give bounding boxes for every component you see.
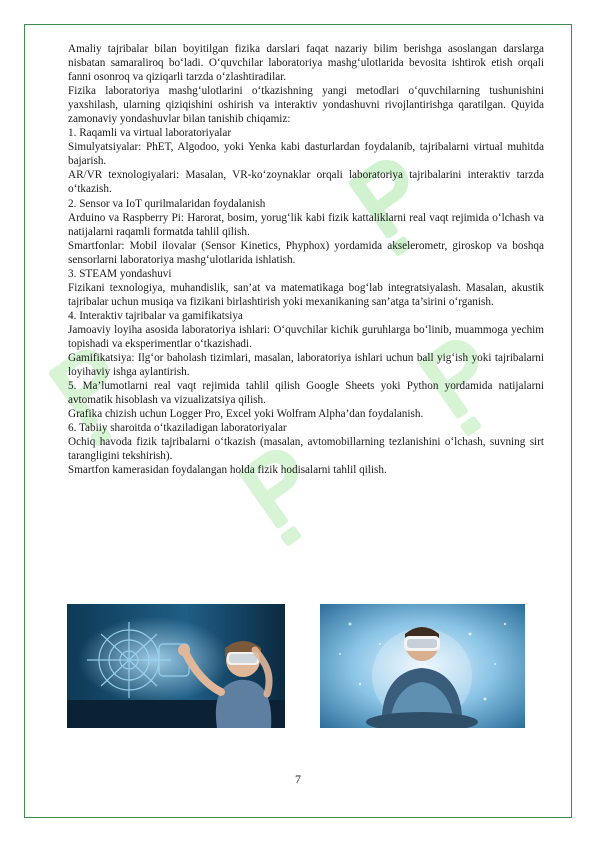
body-paragraph: Grafika chizish uchun Logger Pro, Excel yoki Wolfram Alpha’dan foydalanish.	[68, 408, 424, 421]
body-paragraph: 5. Ma’lumotlarni real vaqt rejimida tahlil qilish Google Sheets yoki Python yordamida natijalarni avtomatik hisoblash va vizualizatsiya qilish.	[68, 380, 544, 407]
document-body	[68, 42, 544, 477]
body-paragraph: Fizika laboratoriya mashg‘ulotlarini o‘tkazishning yangi metodlari o‘quvchilarning tushunishini yaxshilash, ularning qiziqishini oshirish va interaktiv yondashuvni rivojlantirishga qaratilgan. Quyida zamonaviy yondashuvlar bilan tanishib chiqamiz:	[68, 85, 544, 126]
body-paragraph: Ochiq havoda fizik tajribalarni o‘tkazish (masalan, avtomobillarning tezlanishini o‘lchash, suvning sirt tarangligini tekshirish).	[68, 436, 544, 463]
page-number: 7	[295, 772, 301, 786]
vr-meditation-photo	[320, 604, 525, 728]
body-paragraph: Fizikani texnologiya, muhandislik, san’at va matematikaga bog‘lab integratsiyalash. Masalan, akustik tajribalar uchun musiqa va fizikani birlashtirish yoki mexanikaning san’atga ta’sirini o‘rganish.	[68, 281, 544, 308]
body-paragraph: Smartfonlar: Mobil ilovalar (Sensor Kinetics, Phyphox) yordamida akselerometr, giroskop va boshqa sensorlarni laboratoriya mashg‘ulotlarida ishlatish.	[68, 239, 544, 266]
body-paragraph: AR/VR texnologiyalari: Masalan, VR-ko‘zoynaklar orqali laboratoriya tajribalarini interaktiv tarzda o‘tkazish.	[68, 169, 544, 196]
body-paragraph: Amaliy tajribalar bilan boyitilgan fizika darslari faqat nazariy bilim berishga asoslangan darslarga nisbatan samaraliroq bo‘ladi. O‘quvchilar laboratoriya mashg‘ulotlarida bevosita ishtirok etish orqali fanni osonroq va qiziqarli tarzda o‘zlashtiradilar.	[68, 43, 544, 84]
body-paragraph: Arduino va Raspberry Pi: Harorat, bosim, yorug‘lik kabi fizik kattaliklarni real vaqt rejimida o‘lchash va natijalarni raqamli formatda tahlil qilish.	[68, 211, 544, 238]
body-paragraph: Gamifikatsiya: Ilg‘or baholash tizimlari, masalan, laboratoriya ishlari uchun ball yig‘ish yoki tajribalarni loyihaviy ishga aylantirish.	[68, 352, 544, 379]
section-heading: 6. Tabiiy sharoitda o‘tkaziladigan laboratoriyalar	[68, 422, 287, 435]
vr-engine-photo	[67, 604, 285, 728]
section-heading: 2. Sensor va IoT qurilmalaridan foydalanish	[68, 197, 266, 210]
body-paragraph: Smartfon kamerasidan foydalangan holda fizik hodisalarni tahlil qilish.	[68, 464, 387, 477]
body-paragraph: Jamoaviy loyiha asosida laboratoriya ishlari: O‘quvchilar kichik guruhlarga bo‘linib, muammoga yechim topishadi va eksperimentlar o‘tkazishadi.	[68, 323, 544, 350]
section-heading: 1. Raqamli va virtual laboratoriyalar	[68, 127, 232, 140]
body-paragraph: Simulyatsiyalar: PhET, Algodoo, yoki Yenka kabi dasturlardan foydalanib, tajribalarni virtual muhitda bajarish.	[68, 141, 544, 168]
section-heading: 3. STEAM yondashuvi	[68, 267, 172, 280]
section-heading: 4. Interaktiv tajribalar va gamifikatsiya	[68, 309, 243, 322]
